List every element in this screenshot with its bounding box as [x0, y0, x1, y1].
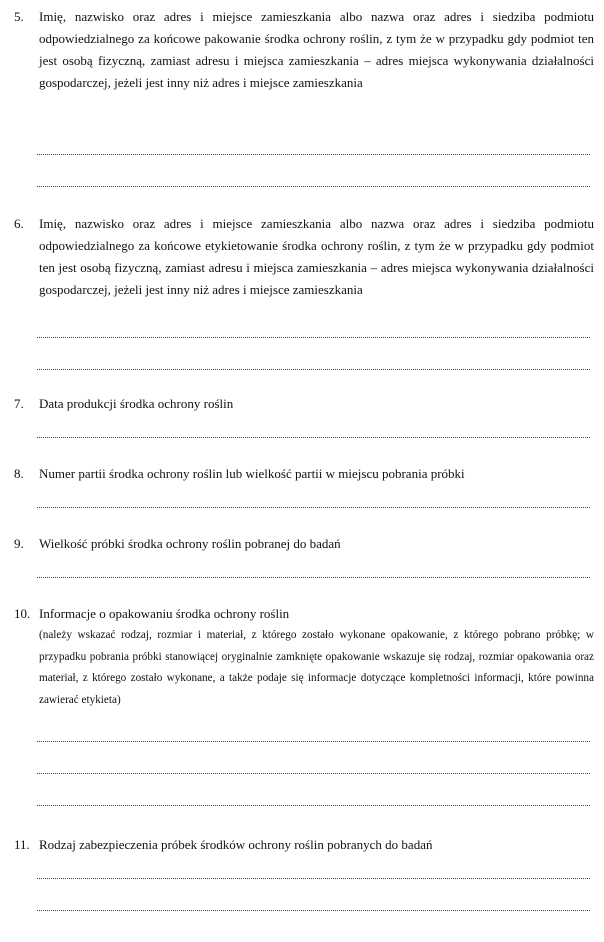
fill-line[interactable] — [37, 186, 590, 197]
item-number: 7. — [14, 396, 24, 411]
fill-line[interactable] — [37, 369, 590, 380]
item-number: 9. — [14, 536, 24, 551]
item-text: Informacje o opakowaniu środka ochrony roślin — [39, 606, 290, 621]
fill-line[interactable] — [37, 805, 590, 816]
fill-line[interactable] — [37, 577, 590, 588]
item-text: Numer partii środka ochrony roślin lub wielkość partii w miejscu pobrania próbki — [39, 466, 465, 481]
fill-line[interactable] — [37, 773, 590, 784]
item-text: Imię, nazwisko oraz adres i miejsce zamieszkania albo nazwa oraz adres i siedziba podmiotu odpowiedzialnego za końcowe pakowanie środka ochrony roślin, z tym że w przypadku gdy podmiot ten jest osobą fizyczną, zamiast adresu i miejsca zamieszkania – adres miejsca wykonywania działalności gospodarczej, jeżeli jest inny niż adres i miejsce zamieszkania — [39, 9, 594, 90]
fill-line[interactable] — [37, 337, 590, 348]
item-note: (należy wskazać rodzaj, rozmiar i materiał, z którego zostało wykonane opakowanie, z którego pobrano próbkę; w przypadku pobrania próbki stanowiącej oryginalnie zamknięte opakowanie wskazuje się rodzaj, rozmiar opakowania oraz materiał, z którego zostało wykonane, a także podaje się informacje dotyczące kompletności informacji, które powinna zawierać etykieta) — [39, 629, 594, 706]
item-text: Rodzaj zabezpieczenia próbek środków ochrony roślin pobranych do badań — [39, 837, 433, 852]
fill-line[interactable] — [37, 437, 590, 448]
item-number: 8. — [14, 466, 24, 481]
fill-line[interactable] — [37, 741, 590, 752]
item-number: 5. — [14, 9, 24, 24]
item-number: 10. — [14, 606, 31, 621]
item-text: Imię, nazwisko oraz adres i miejsce zamieszkania albo nazwa oraz adres i siedziba podmiotu odpowiedzialnego za końcowe etykietowanie środka ochrony roślin, z tym że w przypadku gdy podmiot ten jest osobą fizyczną, zamiast adresu i miejsca zamieszkania – adres miejsca wykonywania działalności gospodarczej, jeżeli jest inny niż adres i miejsce zamieszkania — [39, 216, 594, 297]
item-number: 11. — [14, 837, 30, 852]
item-text: Wielkość próbki środka ochrony roślin pobranej do badań — [39, 536, 341, 551]
fill-line[interactable] — [37, 910, 590, 921]
fill-line[interactable] — [37, 507, 590, 518]
fill-line[interactable] — [37, 878, 590, 889]
item-text: Data produkcji środka ochrony roślin — [39, 396, 234, 411]
fill-line[interactable] — [37, 154, 590, 165]
item-number: 6. — [14, 216, 24, 231]
